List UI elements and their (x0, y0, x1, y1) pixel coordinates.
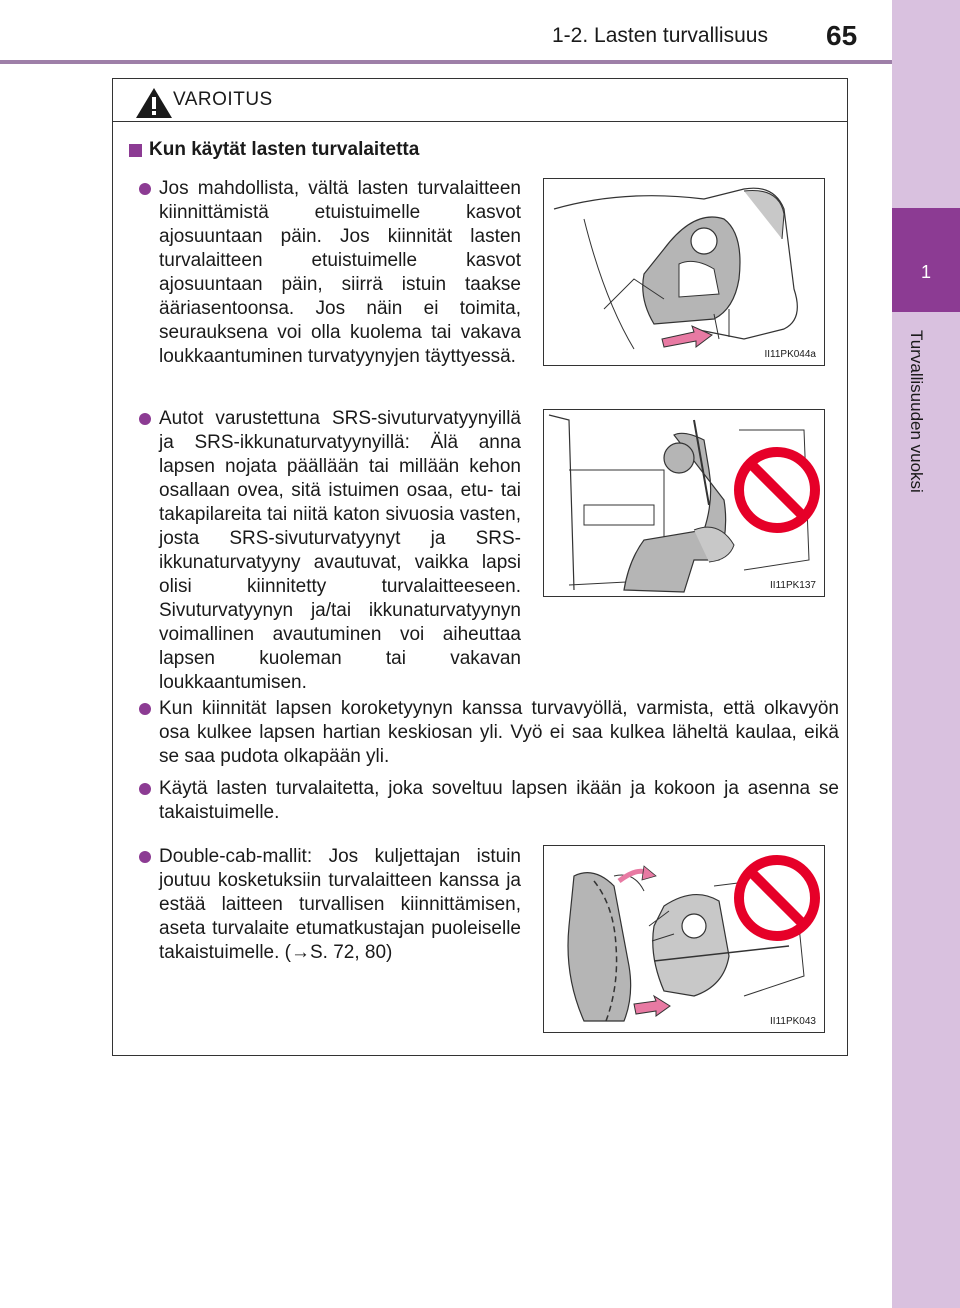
illustration-code: II11PK043 (770, 1016, 816, 1027)
warning-triangle-icon (135, 87, 173, 119)
bullet-item (139, 697, 839, 769)
bullet-text: Kun kiinnität lapsen koroketyynyn kanssa turvavyöllä, varmista, että olkavyön osa kulkee lapsen hartian keskiosan yli. Vyö ei saa kulkea läheltä kaulaa, eikä se saa pudota olkapään yli. (159, 698, 839, 767)
header-rule (0, 60, 892, 64)
chapter-number: 1 (920, 262, 931, 282)
bullet-item (139, 177, 521, 369)
warning-header (113, 79, 847, 122)
driver-seat-contact-prohibited-illustration (543, 845, 825, 1033)
page-number: 65 (826, 20, 858, 51)
bullet-text: Jos mahdollista, vältä lasten turvalaitteen kiinnittämistä etuistuimelle kasvot ajosuuntaan päin. Jos kiinnität lasten turvalaitteen etuistuimelle kasvot ajosuuntaan päin, siirrä istuin taakse ääriasentoonsa. Jos näin ei toimita, seurauksena voi olla kuolema tai vakava loukkaantuminen turvatyynyjen täyttyessä. (159, 178, 521, 367)
bullet-dot-icon (139, 413, 151, 425)
bullet-text: Autot varustettuna SRS-sivuturvatyynyillä ja SRS-ikkunaturvatyynyillä: Älä anna lapsen nojata päällään tai millään kehon osallaan ovea, sitä istuimen osaa, etu- tai takapilareita tai niitä katon sivuosia vasten, josta SRS-sivuturvatyynyt ja SRS-ikkunaturvatyyny avautuvat, vaikka lapsi olisi kiinnitetty turvalaitteeseen. Sivuturvatyynyn ja/tai ikkunaturvatyynyn voimallinen avautuminen voi aiheuttaa lapsen kuoleman tai vakavan loukkaantumisen. (159, 408, 521, 693)
bullet-dot-icon (139, 703, 151, 715)
section-title: 1-2. Lasten turvallisuus (552, 24, 768, 47)
square-bullet-icon (129, 144, 142, 157)
bullet-text: Käytä lasten turvalaitetta, joka soveltuu lapsen ikään ja kokoon ja asenna se takaistuimelle. (159, 778, 839, 823)
bullet-item (139, 845, 521, 965)
illustration-code: II11PK044a (764, 349, 816, 360)
bullet-item (139, 777, 839, 825)
bullet-dot-icon (139, 851, 151, 863)
child-seat-front-seat-illustration (543, 178, 825, 366)
illustration-code: II11PK137 (770, 580, 816, 591)
child-leaning-door-prohibited-illustration (543, 409, 825, 597)
warning-subheading-text: Kun käytät lasten turvalaitetta (149, 139, 420, 160)
bullet-item (139, 407, 521, 695)
warning-box (112, 78, 848, 1056)
bullet-text: Double-cab-mallit: Jos kuljettajan istuin joutuu kosketuksiin turvalaitteen kanssa ja estää laitteen turvallisen kiinnittämisen, aseta turvalaite etumatkustajan puoleiselle takaistuimelle. (→S. 72, 80) (159, 846, 521, 963)
warning-title: VAROITUS (173, 89, 273, 110)
bullet-dot-icon (139, 783, 151, 795)
warning-subheading (129, 139, 419, 161)
chapter-sidebar (892, 0, 960, 1308)
bullet-dot-icon (139, 183, 151, 195)
chapter-title: Turvallisuuden vuoksi (907, 330, 926, 493)
chapter-tab[interactable] (892, 208, 960, 312)
